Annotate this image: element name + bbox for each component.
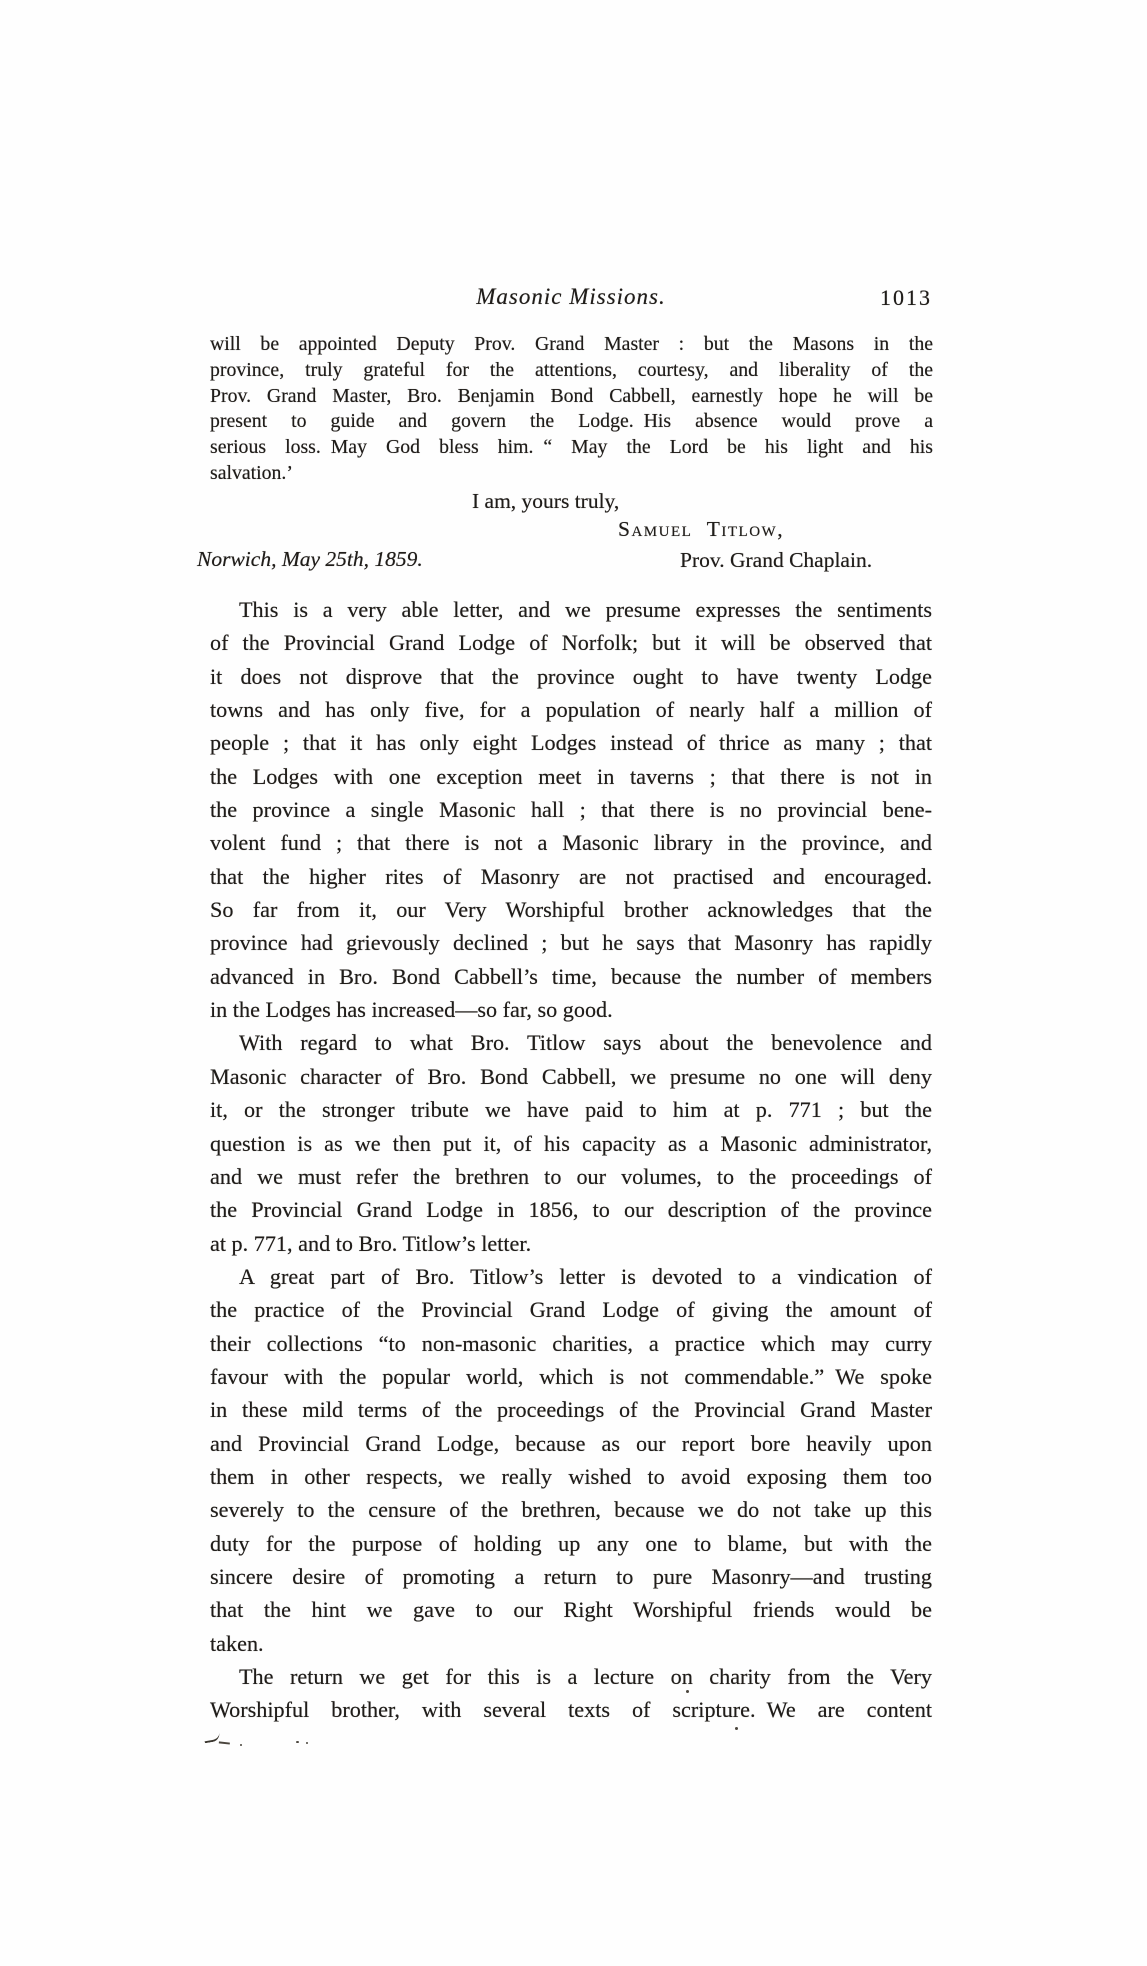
body-line: The return we get for this is a lecture on charity from the Very <box>239 1664 932 1689</box>
article-body <box>210 593 932 1727</box>
scan-artifact-speck <box>240 1744 242 1746</box>
body-line: volent fund ; that there is not a Masonic library in the province, and <box>210 830 932 856</box>
letter-signature-title: Prov. Grand Chaplain. <box>680 548 873 572</box>
scan-artifact-squiggle <box>219 1738 230 1744</box>
letter-signature-row <box>197 547 933 577</box>
letter-signature-name: Samuel Titlow, <box>618 517 785 541</box>
body-line: question is as we then put it, of his capacity as a Masonic administrator, <box>210 1130 932 1156</box>
body-line: in the Lodges has increased—so far, so good. <box>210 997 613 1023</box>
body-line: taken. <box>210 1630 264 1656</box>
letter-place-date: Norwich, May 25th, 1859. <box>197 547 423 571</box>
letter-line: province, truly grateful for the attentions, courtesy, and liberality of the <box>210 358 933 381</box>
scan-artifact-speck <box>306 1742 308 1744</box>
body-line: With regard to what Bro. Titlow says about the benevolence and <box>239 1030 932 1056</box>
paragraph <box>210 1260 932 1660</box>
body-line: of the Provincial Grand Lodge of Norfolk; but it will be observed that <box>210 630 932 656</box>
paragraph <box>210 1660 932 1727</box>
scan-artifact-speck <box>296 1741 299 1743</box>
body-line: the practice of the Provincial Grand Lodge of giving the amount of <box>210 1297 932 1323</box>
body-line: A great part of Bro. Titlow’s letter is devoted to a vindication of <box>239 1263 932 1289</box>
body-line: favour with the popular world, which is not commendable.” We spoke <box>210 1363 932 1389</box>
body-line: This is a very able letter, and we presume expresses the sentiments <box>239 597 932 622</box>
paragraph <box>210 593 932 1026</box>
body-line: and Provincial Grand Lodge, because as our report bore heavily upon <box>210 1430 932 1456</box>
body-line: Masonic character of Bro. Bond Cabbell, we presume no one will deny <box>210 1063 932 1089</box>
body-line: them in other respects, we really wished to avoid exposing them too <box>210 1463 932 1489</box>
scan-artifact-speck <box>686 1690 689 1693</box>
page-title: Masonic Missions. <box>476 284 666 309</box>
body-line: it, or the stronger tribute we have paid to him at p. 771 ; but the <box>210 1097 932 1123</box>
body-line: duty for the purpose of holding up any one to blame, but with the <box>210 1530 932 1556</box>
page-number: 1013 <box>880 285 932 310</box>
letter-line: salvation.’ <box>210 461 293 484</box>
body-line: So far from it, our Very Worshipful brother acknowledges that the <box>210 897 932 923</box>
letter-closing: I am, yours truly, <box>472 489 620 513</box>
body-line: severely to the censure of the brethren, because we do not take up this <box>210 1497 932 1523</box>
body-line: that the hint we gave to our Right Worshipful friends would be <box>210 1597 932 1623</box>
body-line: Worshipful brother, with several texts of scripture. We are content <box>210 1697 932 1723</box>
letter-line: Prov. Grand Master, Bro. Benjamin Bond Cabbell, earnestly hope he will be <box>210 384 933 407</box>
body-line: the Provincial Grand Lodge in 1856, to our description of the province <box>210 1197 932 1223</box>
body-line: it does not disprove that the province ought to have twenty Lodge <box>210 663 932 689</box>
body-line: that the higher rites of Masonry are not practised and encouraged. <box>210 863 932 889</box>
body-line: sincere desire of promoting a return to pure Masonry—and trusting <box>210 1563 932 1589</box>
scan-artifact-speck <box>735 1727 738 1730</box>
running-head <box>210 284 932 318</box>
paragraph <box>210 1026 932 1259</box>
body-line: in these mild terms of the proceedings of the Provincial Grand Master <box>210 1397 932 1423</box>
body-line: advanced in Bro. Bond Cabbell’s time, because the number of members <box>210 963 932 989</box>
body-line: the Lodges with one exception meet in taverns ; that there is not in <box>210 763 932 789</box>
body-line: their collections “to non-masonic charities, a practice which may curry <box>210 1330 932 1356</box>
body-line: province had grievously declined ; but he says that Masonry has rapidly <box>210 930 932 956</box>
body-line: and we must refer the brethren to our volumes, to the proceedings of <box>210 1163 932 1189</box>
body-line: at p. 771, and to Bro. Titlow’s letter. <box>210 1230 532 1256</box>
letter-line: will be appointed Deputy Prov. Grand Master : but the Masons in the <box>210 333 933 355</box>
letter-excerpt <box>210 332 933 487</box>
letter-line: serious loss. May God bless him. “ May the Lord be his light and his <box>210 436 933 459</box>
body-line: towns and has only five, for a population of nearly half a million of <box>210 697 932 723</box>
body-line: people ; that it has only eight Lodges instead of thrice as many ; that <box>210 730 932 756</box>
letter-line: present to guide and govern the Lodge. His absence would prove a <box>210 410 933 433</box>
body-line: the province a single Masonic hall ; that there is no provincial bene- <box>210 797 932 823</box>
